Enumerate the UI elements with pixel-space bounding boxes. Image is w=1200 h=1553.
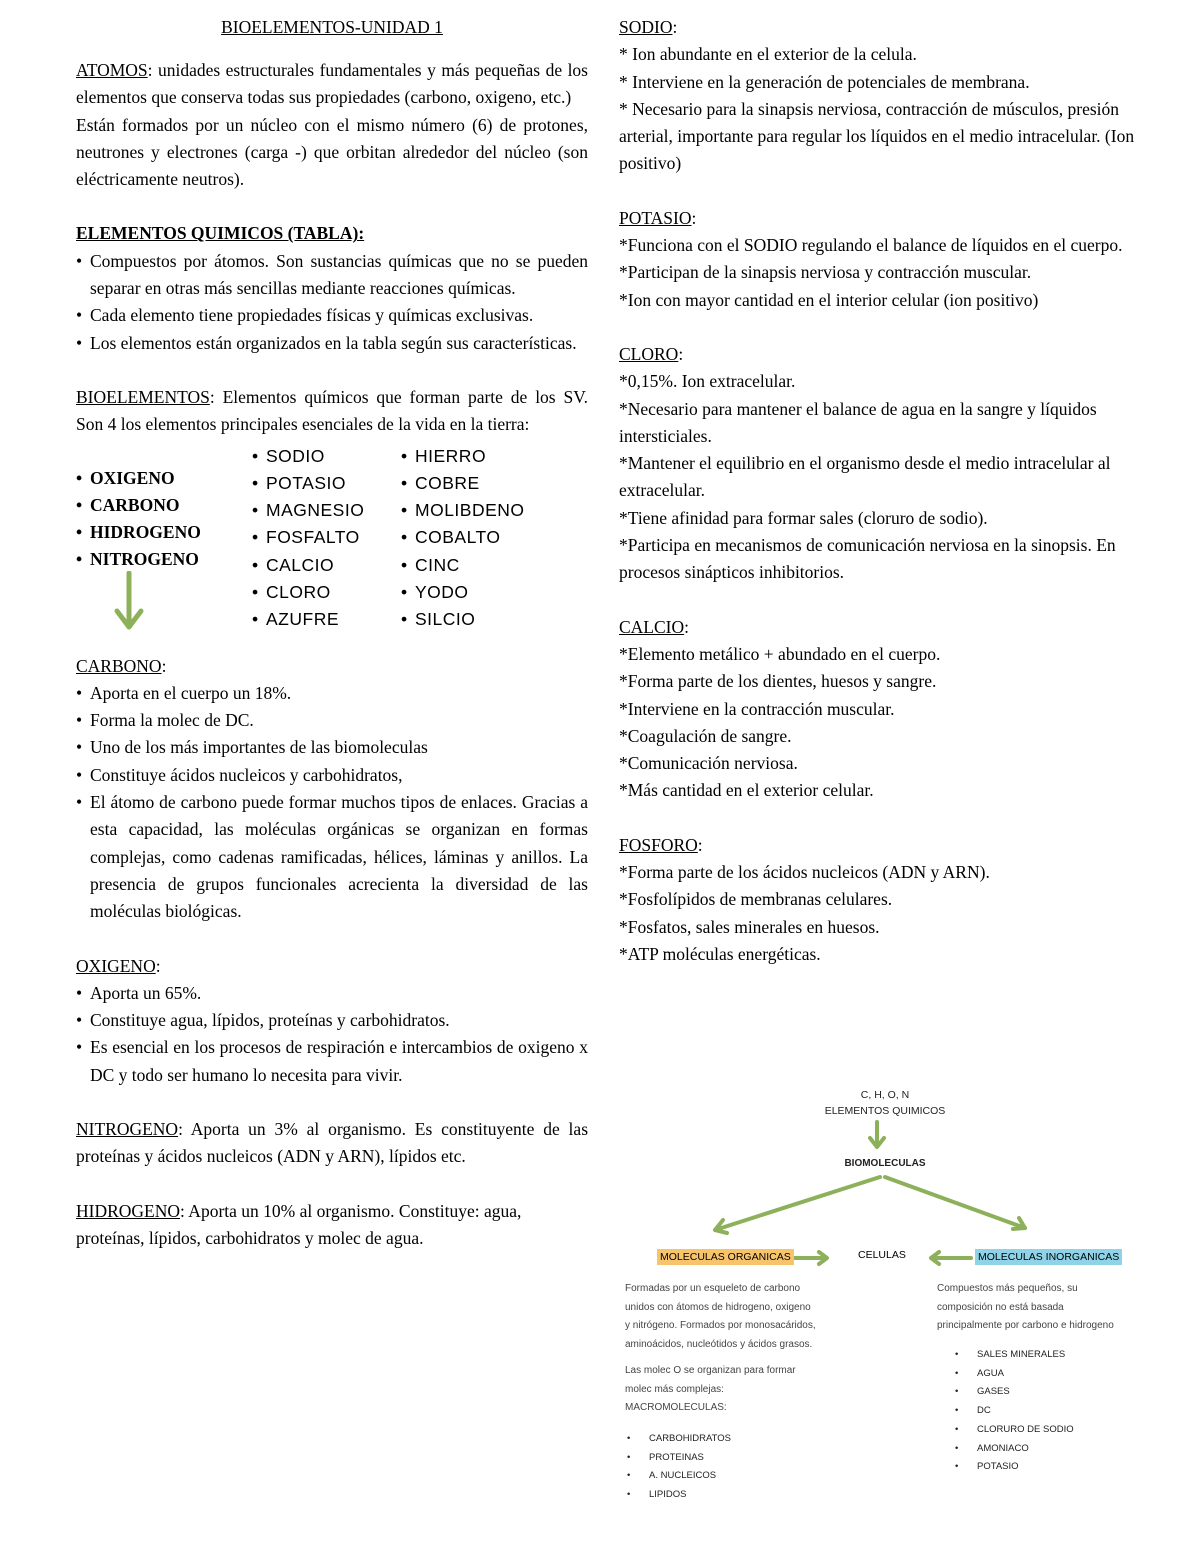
list-item: • PROTEINAS [627,1449,731,1468]
nitrogeno-text: : Aporta un 3% al organismo. Es constituyente de las proteínas y ácidos nucleicos (ADN y ARN), lípidos etc. [76,1119,588,1167]
potasio-line: *Ion con mayor cantidad en el interior celular (ion positivo) [619,289,1039,310]
calcio-line: *Comunicación nerviosa. [619,753,798,774]
calcio-line: *Más cantidad en el exterior celular. [619,780,874,801]
hidrogeno-heading: HIDROGENO [76,1200,181,1221]
list-item: • LIPIDOS [627,1486,731,1505]
atomos-text: : unidades estructurales fundamentales y más pequeñas de los elementos que conserva todas sus propiedades (carbono, oxigeno, etc.) [76,60,588,108]
cloro-line: *Tiene afinidad para formar sales (cloruro de sodio). [619,507,988,528]
potasio-heading: POTASIO [619,207,692,228]
sodio-heading: SODIO [619,17,673,37]
list-item: • Los elementos están organizados en la tabla según sus características. [76,330,588,357]
list-item: • MOLIBDENO [401,497,525,524]
sodio-line: * Necesario para la sinapsis nerviosa, contracción de músculos, presión arterial, importante para regular los líquidos en el medio intracelular. (Ion positivo) [619,98,1135,174]
list-item: • El átomo de carbono puede formar muchos tipos de enlaces. Gracias a esta capacidad, las moléculas orgánicas se organizan en formas complejas, como cadenas ramificadas, hélices, láminas y anillos. La presencia de grupos funcionales acrecienta la diversidad de las moléculas biológicas. [76,789,588,925]
sodio-line: * Ion abundante en el exterior de la celula. [619,44,917,65]
text-line: unidos con átomos de hidrogeno, oxigeno [625,1301,811,1313]
trace-elements-list [401,443,525,634]
list-item: • Cada elemento tiene propiedades físicas y químicas exclusivas. [76,302,588,329]
list-item: • HIERRO [401,443,525,470]
list-item: • SODIO [252,443,364,470]
text-line: MACROMOLECULAS: [625,1402,727,1413]
left-column [76,14,588,1252]
list-item: • Constituye agua, lípidos, proteínas y carbohidratos. [76,1007,588,1034]
label-moleculas-organicas: MOLECULAS ORGANICAS [657,1249,794,1265]
carbono-list [76,680,588,926]
bioelementos-paragraph [76,384,588,439]
label-moleculas-inorganicas: MOLECULAS INORGANICAS [975,1249,1122,1265]
cloro-line: *Participa en mecanismos de comunicación nerviosa en la sinopsis. En procesos sinápticos inhibitorios. [619,535,1116,583]
list-item: • HIDROGENO [76,519,201,546]
calcio-line: *Interviene en la contracción muscular. [619,698,895,719]
fosforo-line: *ATP moléculas energéticas. [619,943,821,964]
sodio-heading-line: SODIO: [619,17,678,37]
list-item: • A. NUCLEICOS [627,1467,731,1486]
list-item: • AGUA [955,1365,1074,1384]
atomos-heading: ATOMOS [76,60,148,80]
text-line: molec más complejas: [625,1383,724,1395]
list-item: • Es esencial en los procesos de respiración e intercambios de oxigeno x DC y todo ser humano lo necesita para vivir. [76,1034,588,1089]
cloro-line: *Necesario para mantener el balance de agua en la sangre y líquidos intersticiales. [619,398,1097,446]
cloro-line: *0,15%. Ion extracelular. [619,371,796,392]
list-item: • Aporta un 65%. [76,980,588,1007]
inorganicas-description [937,1280,1114,1336]
oxigeno-heading-line: OXIGENO: [76,955,161,976]
potasio-line: *Funciona con el SODIO regulando el balance de líquidos en el cuerpo. [619,235,1123,256]
bioelementos-text: : Elementos químicos que forman parte de los SV. Son 4 los elementos principales esenciales de la vida en la tierra: [76,386,588,435]
list-item: • Compuestos por átomos. Son sustancias químicas que no se pueden separar en otras más sencillas mediante reacciones químicas. [76,248,588,303]
nitrogeno-paragraph [76,1116,588,1171]
organicas-description [625,1280,816,1354]
oxigeno-heading: OXIGENO [76,955,156,976]
calcio-line: *Elemento metálico + abundado en el cuerpo. [619,643,941,664]
fosforo-line: *Fosfatos, sales minerales en huesos. [619,916,880,937]
fosforo-line: *Forma parte de los ácidos nucleicos (ADN y ARN). [619,862,990,883]
calcio-line: *Coagulación de sangre. [619,725,792,746]
organicas-macromoleculas [625,1362,796,1418]
main-elements-list [76,465,201,574]
diagram-biomoleculas: BIOMOLECULAS [844,1158,926,1169]
text-line: Formadas por un esqueleto de carbono [625,1283,801,1294]
nitrogeno-heading: NITROGENO [76,1119,179,1140]
list-item: • CARBOHIDRATOS [627,1430,731,1449]
secondary-elements-list [252,443,364,634]
cloro-line: *Mantener el equilibrio en el organismo desde el medio intracelular al extracelular. [619,453,1111,501]
list-item: • Forma la molec de DC. [76,707,588,734]
text-line: composición no está basada [937,1301,1064,1313]
text-line: Las molec O se organizan para formar [625,1365,796,1376]
sodio-line: * Interviene en la generación de potenciales de membrana. [619,71,1030,92]
right-arrow-shaft [885,1177,1025,1228]
list-item: • GASES [955,1383,1074,1402]
text-line: y nitrógeno. Formados por monosacáridos, [625,1320,816,1331]
text-line: aminoácidos, nucleótidos y ácidos grasos. [625,1338,813,1350]
list-item: • POTASIO [252,470,364,497]
list-item: • CLORO [252,579,364,606]
potasio-line: *Participan de la sinapsis nerviosa y contracción muscular. [619,262,1032,283]
inorganicas-list [955,1346,1074,1477]
list-item: • SILCIO [401,606,525,633]
list-item: • Aporta en el cuerpo un 18%. [76,680,588,707]
calcio-heading-line: CALCIO: [619,616,690,637]
right-column [619,14,1149,968]
list-item: • CALCIO [252,552,364,579]
bioelementos-grid [76,443,588,643]
label-celulas: CELULAS [858,1249,906,1261]
calcio-heading: CALCIO [619,616,685,637]
calcio-line: *Forma parte de los dientes, huesos y sangre. [619,671,937,692]
fosforo-heading-line: FOSFORO: [619,834,703,855]
left-arrow-shaft [715,1177,880,1230]
list-item: • CINC [401,552,525,579]
down-arrow-icon [112,571,146,635]
list-item: • COBRE [401,470,525,497]
cloro-heading: CLORO [619,343,679,364]
list-item: • SALES MINERALES [955,1346,1074,1365]
hidrogeno-text: : Aporta un 10% al organismo. Constituye: agua, proteínas, lípidos, carbohidratos y molec de agua. [76,1200,522,1248]
list-item: • Uno de los más importantes de las biomoleculas [76,734,588,761]
carbono-heading-line: CARBONO: [76,655,167,676]
potasio-heading-line: POTASIO: [619,207,697,228]
carbono-heading: CARBONO [76,655,162,676]
elementos-heading: ELEMENTOS QUIMICOS (TABLA): [76,223,365,244]
fosforo-heading: FOSFORO [619,834,698,855]
page-title: BIOELEMENTOS-UNIDAD 1 [221,17,443,37]
list-item: • Constituye ácidos nucleicos y carbohidratos, [76,762,588,789]
cloro-heading-line: CLORO: [619,343,684,364]
diagram-elements-title: ELEMENTOS QUIMICOS [824,1105,946,1117]
list-item: • POTASIO [955,1458,1074,1477]
list-item: • FOSFALTO [252,524,364,551]
organicas-list [627,1430,731,1505]
hidrogeno-paragraph [76,1198,588,1253]
diagram-elements-label: C, H, O, N [860,1089,910,1101]
list-item: • YODO [401,579,525,606]
list-item: • AMONIACO [955,1440,1074,1459]
list-item: • NITROGENO [76,546,201,573]
oxigeno-list [76,980,588,1089]
bioelementos-heading: BIOELEMENTOS [76,386,210,407]
elementos-list [76,248,588,357]
text-line: Compuestos más pequeños, su [937,1283,1078,1294]
list-item: • AZUFRE [252,606,364,633]
fosforo-line: *Fosfolípidos de membranas celulares. [619,889,893,910]
list-item: • DC [955,1402,1074,1421]
atomos-text-2: Están formados por un núcleo con el mismo número (6) de protones, neutrones y electrones (carga -) que orbitan alrededor del núcleo (son eléctricamente neutros). [76,114,588,190]
list-item: • MAGNESIO [252,497,364,524]
biomolecules-diagram [615,1080,1155,1520]
list-item: • CARBONO [76,492,201,519]
list-item: • COBALTO [401,524,525,551]
text-line: principalmente por carbono e hidrogeno [937,1320,1114,1331]
list-item: • OXIGENO [76,465,201,492]
list-item: • CLORURO DE SODIO [955,1421,1074,1440]
atomos-paragraph [76,57,588,112]
